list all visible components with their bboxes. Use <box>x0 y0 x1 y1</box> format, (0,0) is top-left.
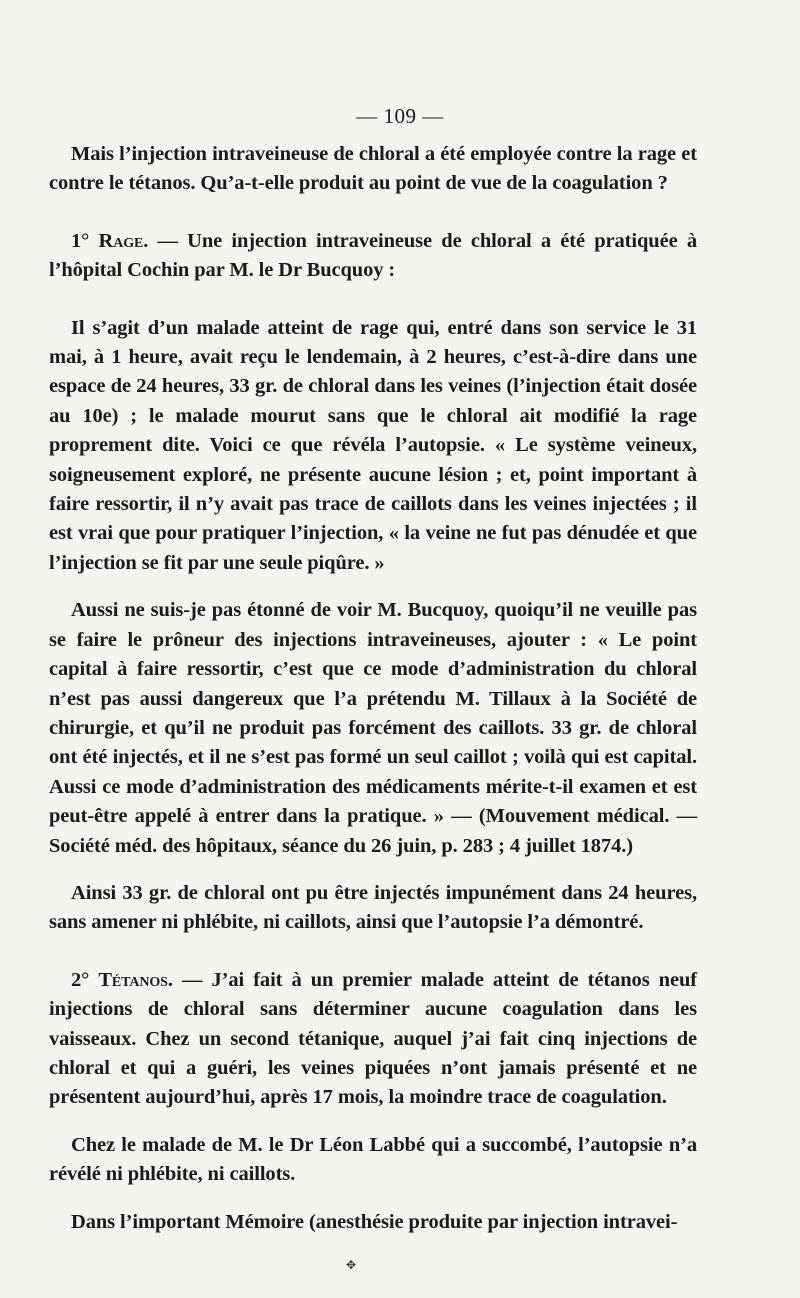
paragraph-7: Chez le malade de M. le Dr Léon Labbé qui a succombé, l’autopsie n’a révélé ni phlébite, ni caillots. <box>49 1133 697 1186</box>
footer-ornament-icon: ✥ <box>346 1258 357 1272</box>
paragraph-4: Aussi ne suis-je pas étonné de voir M. Bucquoy, quoiqu’il ne veuille pas se faire le prôneur des injections intraveineuses, ajouter : « Le point capital à faire ressortir, c’est que ce mode d’administration du chloral n’est pas aussi dangereux que l’a prétendu M. Tillaux à la Société de chirurgie, et qu’il ne produit pas forcément des caillots. 33 gr. de chloral ont été injectés, et il ne s’est pas formé un seul caillot ; voilà qui est capital. Aussi ce mode d’administration des médicaments mérite-t-il examen et est peut-être appelé à entrer dans la pratique. » — (Mouvement médical. — Société méd. des hôpitaux, séance du 26 juin, p. 283 ; 4 juillet 1874.) <box>49 599 697 857</box>
body-text <box>49 140 697 1237</box>
paragraph-3: Il s’agit d’un malade atteint de rage qui, entré dans son service le 31 mai, à 1 heure, avait reçu le lendemain, à 2 heures, c’est-à-dire dans une espace de 24 heures, 33 gr. de chloral dans les veines (l’injection était dosée au 10e) ; le malade mourut sans que le chloral ait modifié la rage proprement dite. Voici ce que révéla l’autopsie. « Le système veineux, soigneusement exploré, ne présente aucune lésion ; et, point important à faire ressortir, il n’y avait pas trace de caillots dans les veines injectées ; il est vrai que pour pratiquer l’injection, « la veine ne fut pas dénudée et que l’injection se fit par une seule piqûre. » <box>49 316 697 574</box>
paragraph-2-text: . — Une injection intraveineuse de chloral a été pratiquée à l’hôpital Cochin par M. le Dr Bucquoy : <box>49 229 697 282</box>
paragraph-6-text: . — J’ai fait à un premier malade atteint de tétanos neuf injections de chloral sans déterminer aucune coagulation dans les vaisseaux. Chez un second tétanique, auquel j’ai fait cinq injections de chloral et qui a guéri, les veines piquées n’ont jamais présenté et ne présentent aujourd’hui, après 17 mois, la moindre trace de coagulation. <box>49 968 697 1109</box>
paragraph-5: Ainsi 33 gr. de chloral ont pu être injectés impunément dans 24 heures, sans amener ni phlébite, ni caillots, ainsi que l’autopsie l’a démontré. <box>49 881 697 934</box>
paragraph-6-tetanos <box>49 966 697 1113</box>
paragraph-6-lead: 2° <box>71 968 99 991</box>
paragraph-2-lead: 1° <box>71 229 99 252</box>
page-number: — 109 — <box>356 104 444 128</box>
paragraph-2-rage <box>49 227 697 286</box>
paragraph-1: Mais l’injection intraveineuse de chloral a été employée contre la rage et contre le tétanos. Qu’a-t-elle produit au point de vue de la coagulation ? <box>49 143 697 195</box>
tetanos-heading: Tétanos <box>98 968 168 991</box>
paragraph-8: Dans l’important Mémoire (anesthésie produite par injection intravei- <box>71 1210 678 1233</box>
rage-heading: Rage <box>98 229 144 252</box>
